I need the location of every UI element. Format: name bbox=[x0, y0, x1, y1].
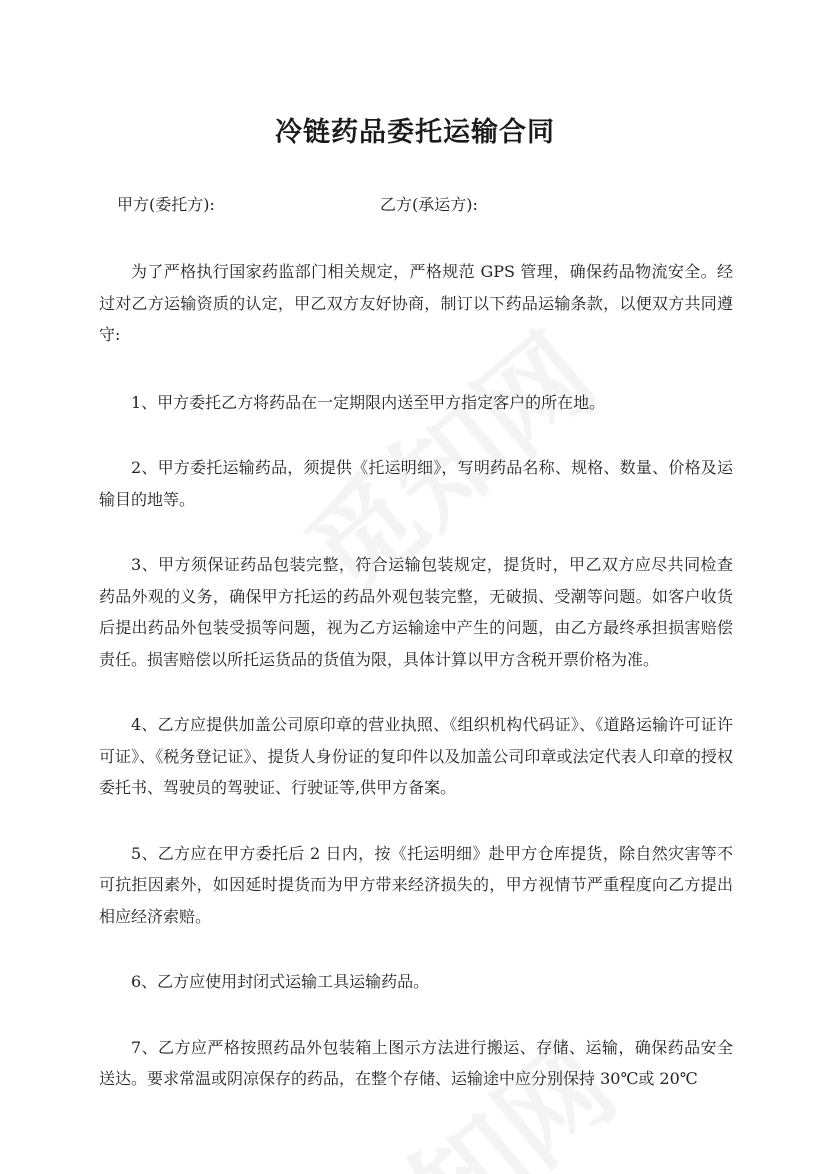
contract-body bbox=[99, 256, 733, 1095]
clause-2: 2、甲方委托运输药品，须提供《托运明细》，写明药品名称、规格、数量、价格及运输目的地等。 bbox=[99, 458, 733, 509]
party-b-label: 乙方(承运方): bbox=[380, 195, 478, 214]
intro-paragraph: 为了严格执行国家药监部门相关规定，严格规范 GPS 管理，确保药品物流安全。经过对乙方运输资质的认定，甲乙双方友好协商，制订以下药品运输条款，以便双方共同遵守: bbox=[99, 262, 733, 344]
clause-6: 6、乙方应使用封闭式运输工具运输药品。 bbox=[131, 972, 430, 991]
clause-7: 7、乙方应严格按照药品外包装箱上图示方法进行搬运、存储、运输，确保药品安全送达。要求常温或阴凉保存的药品，在整个存储、运输途中应分别保持 30℃或 20℃ bbox=[99, 1037, 733, 1088]
clause-1: 1、甲方委托乙方将药品在一定期限内送至甲方指定客户的所在地。 bbox=[131, 392, 606, 412]
clause-3: 3、甲方须保证药品包装完整，符合运输包装规定，提货时，甲乙双方应尽共同检查药品外观的义务，确保甲方托运的药品外观包装完整，无破损、受潮等问题。如客户收货后提出药品外包装受损等问题，视为乙方运输途中产生的问题，由乙方最终承担损害赔偿责任。损害赔偿以所托运货品的货值为限，具体计算以甲方含税开票价格为准。 bbox=[99, 555, 733, 669]
clause-4: 4、乙方应提供加盖公司原印章的营业执照、《组织机构代码证》、《道路运输许可证许可证》、《税务登记证》、提货人身份证的复印件以及加盖公司印章或法定代表人印章的授权委托书、驾驶员的驾驶证、行驶证等,供甲方备案。 bbox=[99, 715, 733, 797]
party-a-label: 甲方(委托方): bbox=[117, 195, 215, 214]
clause-5: 5、乙方应在甲方委托后 2 日内，按《托运明细》赴甲方仓库提货，除自然灾害等不可抗拒因素外，如因延时提货而为甲方带来经济损失的，甲方视情节严重程度向乙方提出相应经济索赔。 bbox=[99, 843, 733, 926]
document-title: 冷链药品委托运输合同 bbox=[275, 117, 555, 148]
